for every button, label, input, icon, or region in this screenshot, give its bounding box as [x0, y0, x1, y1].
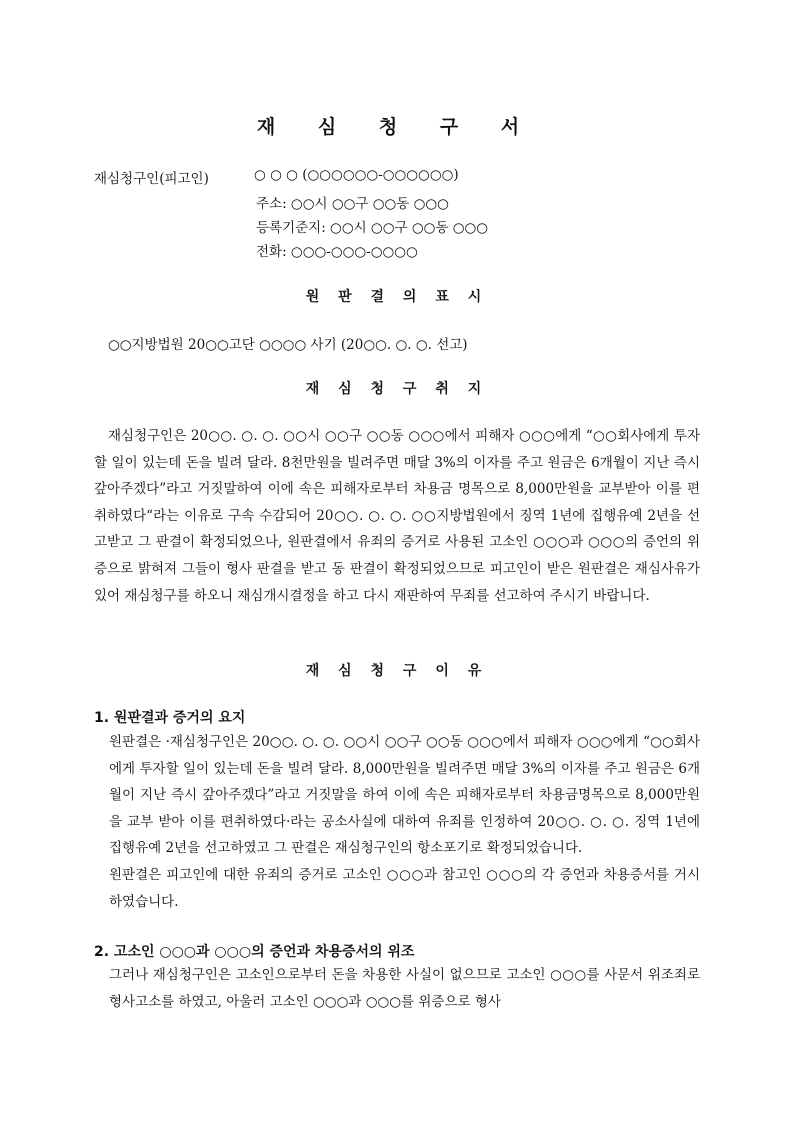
reason-1-paragraph-2: 원판결은 피고인에 대한 유죄의 증거로 고소인 ○○○과 참고인 ○○○의 각 증언과 차용증서를 거시하였습니다.: [109, 866, 700, 910]
petitioner-name: ○ ○ ○ (○○○○○○-○○○○○○): [254, 167, 459, 183]
petitioner-registered-domicile: 등록기준지: ○○시 ○○구 ○○동 ○○○: [256, 220, 489, 236]
purpose-paragraph: [94, 423, 700, 609]
reason-1-heading: 1. 원판결과 증거의 요지: [94, 710, 246, 726]
document-title: 재 심 청 구 서: [256, 116, 538, 138]
reason-2-body: [109, 962, 700, 1015]
section-original-judgment-title: 원 판 결 의 표 시: [305, 289, 489, 305]
reason-1-body: [109, 729, 700, 915]
reason-2-paragraph-1: 그러나 재심청구인은 고소인으로부터 돈을 차용한 사실이 없으므로 고소인 ○○○를 사문서 위조죄로 형사고소를 하였고, 아울러 고소인 ○○○과 ○○○를 위증으로 형사: [109, 967, 700, 1010]
section-reason-title: 재 심 청 구 이 유: [305, 663, 489, 679]
purpose-text: 재심청구인은 20○○. ○. ○. ○○시 ○○구 ○○동 ○○○에서 피해자 ○○○에게 “○○회사에게 투자할 일이 있는데 돈을 빌려 달라. 8천만원을 빌려주면 매달 3%의 이자를 주고 원금은 6개월이 지난 즉시 갚아주겠다”라고 거짓말하여 이에 속은 피해자로부터 차용금 명목으로 8,000만원을 교부받아 이를 편취하였다“라는 이유로 구속 수감되어 20○○. ○. ○. ○○지방법원에서 징역 1년에 집행유예 2년을 선고받고 그 판결이 확정되었으나, 원판결에서 유죄의 증거로 사용된 고소인 ○○○과 ○○○의 증언의 위증으로 밝혀져 그들이 형사 판결을 받고 동 판결이 확정되었으므로 피고인이 받은 원판결은 재심사유가 있어 재심청구를 하오니 재심개시결정을 하고 다시 재판하여 무죄를 선고하여 주시기 바랍니다.: [94, 428, 700, 604]
petitioner-label: 재심청구인(피고인): [94, 171, 209, 187]
petitioner-address: 주소: ○○시 ○○구 ○○동 ○○○: [256, 196, 449, 212]
reason-2-heading: 2. 고소인 ○○○과 ○○○의 증언과 차용증서의 위조: [94, 944, 415, 960]
section-purpose-title: 재 심 청 구 취 지: [305, 381, 489, 397]
petitioner-phone: 전화: ○○○-○○○-○○○○: [256, 244, 418, 260]
reason-1-paragraph-1: 원판결은 ·재심청구인은 20○○. ○. ○. ○○시 ○○구 ○○동 ○○○에서 피해자 ○○○에게 “○○회사에게 투자할 일이 있는데 돈을 빌려 달라. 8,000만원을 빌려주면 매달 3%의 이자를 주고 원금은 6개월이 지난 즉시 갚아주겠다”라고 거짓말을 하여 이에 속은 피해자로부터 차용금명목으로 8,000만원을 교부 받아 이를 편취하였다·라는 공소사실에 대하여 유죄를 인정하여 20○○. ○. ○. 징역 1년에 집행유예 2년을 선고하였고 그 판결은 재심청구인의 항소포기로 확정되었습니다.: [109, 734, 700, 857]
original-judgment-text: ○○지방법원 20○○고단 ○○○○ 사기 (20○○. ○. ○. 선고): [108, 337, 468, 353]
